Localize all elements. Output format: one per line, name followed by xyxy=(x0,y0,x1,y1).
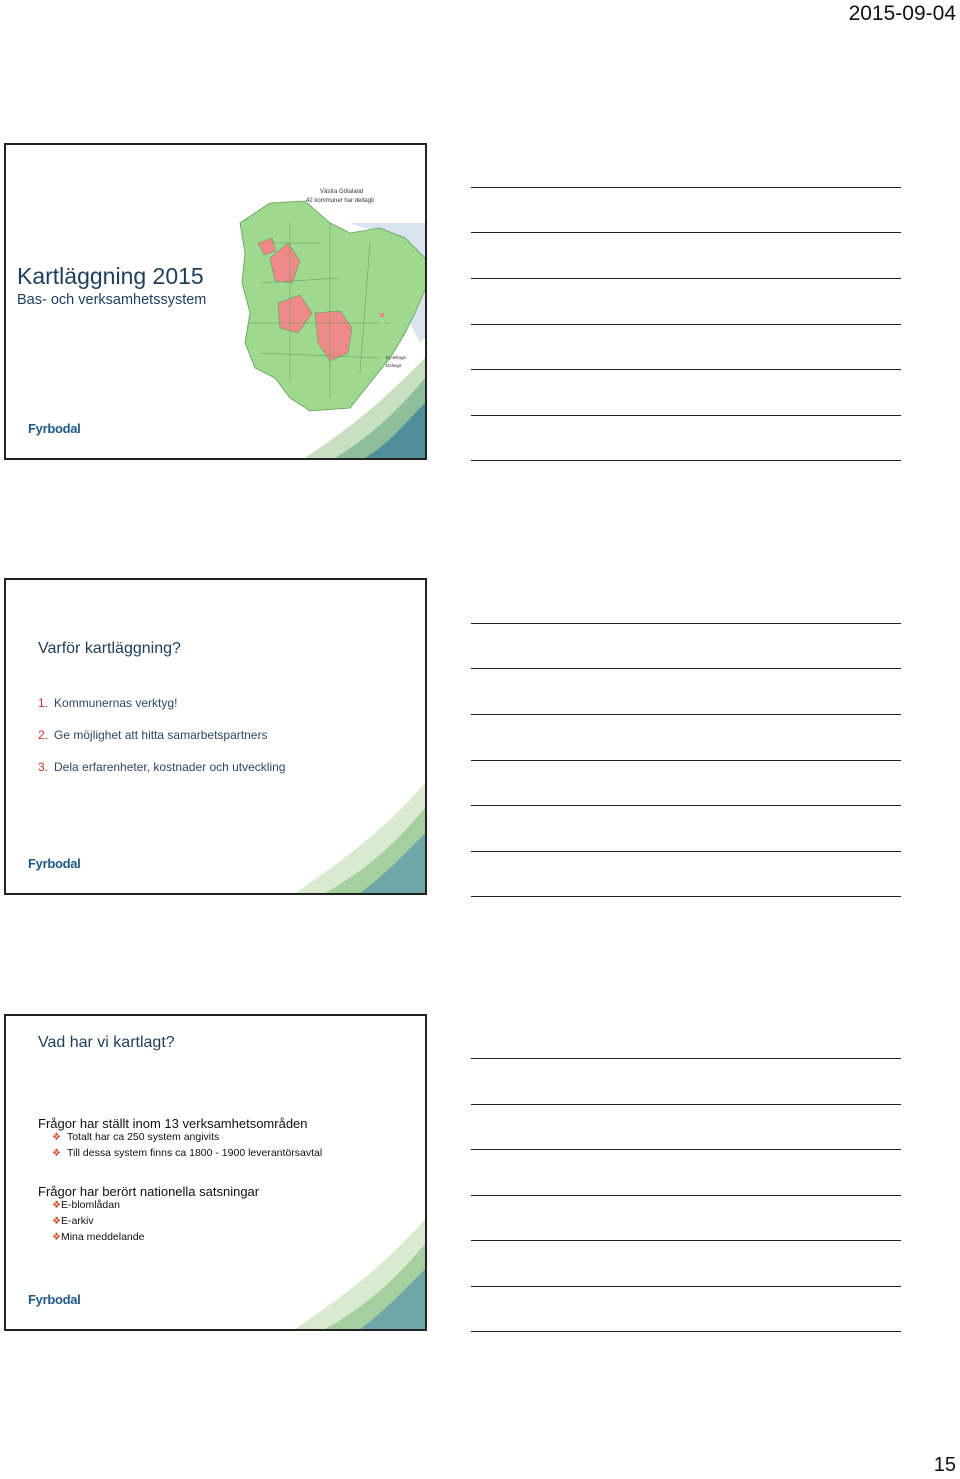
slide-title: Kartläggning 2015 xyxy=(17,263,204,289)
decorative-wave xyxy=(295,1219,425,1329)
reason-list xyxy=(38,696,285,792)
map-region-label: Västra Götaland xyxy=(320,189,364,195)
slide-3 xyxy=(4,1014,427,1331)
note-line xyxy=(471,1286,901,1287)
fyrbodal-logo: Fyrbodal xyxy=(28,421,81,436)
slide-subtitle: Bas- och verksamhetssystem xyxy=(17,292,207,308)
diamond-bullet-icon: ❖ xyxy=(52,1148,61,1159)
note-line xyxy=(471,278,901,279)
diamond-bullet-icon: ❖ xyxy=(52,1200,61,1211)
diamond-bullet-icon: ❖ xyxy=(52,1132,61,1143)
fyrbodal-logo: Fyrbodal xyxy=(28,856,81,871)
note-line xyxy=(471,714,901,715)
list-item: 2. Ge möjlighet att hitta samarbetspartners xyxy=(38,728,268,742)
header-date: 2015-09-04 xyxy=(848,2,956,25)
list-item: 3. Dela erfarenheter, kostnader och utveckling xyxy=(38,760,286,774)
note-line xyxy=(471,668,901,669)
note-line xyxy=(471,851,901,852)
page-number: 15 xyxy=(933,1454,956,1476)
block-title: Frågor har berört nationella satsningar xyxy=(38,1184,260,1199)
bullet-item: ❖E-blomlådan xyxy=(52,1199,120,1211)
note-line xyxy=(471,369,901,370)
note-line xyxy=(471,1195,901,1196)
fyrbodal-logo: Fyrbodal xyxy=(28,1292,81,1307)
bullet-item: ❖ Till dessa system finns ca 1800 - 1900 leverantörsavtal xyxy=(52,1147,323,1159)
note-line xyxy=(471,415,901,416)
list-item: 1. Kommunernas verktyg! xyxy=(38,696,178,710)
slide-heading: Varför kartläggning? xyxy=(38,640,181,657)
note-line xyxy=(471,1240,901,1241)
note-line xyxy=(471,623,901,624)
block-title: Frågor har ställt inom 13 verksamhetsområden xyxy=(38,1116,308,1131)
bullet-item: ❖Mina meddelande xyxy=(52,1231,145,1243)
note-line xyxy=(471,1331,901,1332)
bullet-item: ❖ Totalt har ca 250 system angivits xyxy=(52,1131,220,1143)
note-line xyxy=(471,232,901,233)
note-line xyxy=(471,460,901,461)
note-line xyxy=(471,896,901,897)
legend-not-participated: Ej deltagit xyxy=(386,355,406,360)
note-line xyxy=(471,1149,901,1150)
note-line xyxy=(471,187,901,188)
note-line xyxy=(471,1058,901,1059)
decorative-wave xyxy=(305,358,425,458)
note-line xyxy=(471,324,901,325)
note-line xyxy=(471,805,901,806)
slide-1 xyxy=(4,143,427,460)
slide-heading: Vad har vi kartlagt? xyxy=(38,1034,175,1051)
national-initiatives-block xyxy=(38,1184,259,1247)
bullet-item: ❖E-arkiv xyxy=(52,1215,94,1227)
note-line xyxy=(471,760,901,761)
survey-areas-block xyxy=(38,1116,322,1163)
decorative-wave xyxy=(295,783,425,893)
slide-2 xyxy=(4,578,427,895)
map-caption: 42 kommuner har deltagit xyxy=(306,198,375,204)
diamond-bullet-icon: ❖ xyxy=(52,1232,61,1243)
legend-participated: Deltagit xyxy=(386,363,402,368)
note-line xyxy=(471,1104,901,1105)
diamond-bullet-icon: ❖ xyxy=(52,1216,61,1227)
